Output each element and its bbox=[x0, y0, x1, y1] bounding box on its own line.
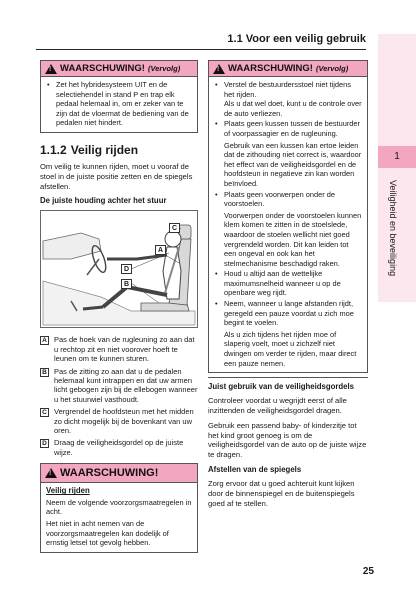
warning-continued: (Vervolg) bbox=[147, 64, 181, 73]
header-title: 1.1 Voor een veilig gebruik bbox=[227, 33, 366, 45]
warning-paragraph: Het niet in acht nemen van de voorzorgsmaatregelen kan dodelijk of ernstig letsel tot gevolg hebben. bbox=[46, 519, 169, 548]
driving-position-heading: De juiste houding achter het stuur bbox=[40, 196, 167, 206]
step-text: Vergrendel de hoofdsteun met het midden zo dicht mogelijk bij de bovenkant van uw oren. bbox=[54, 407, 194, 436]
warning-title: WAARSCHUWING! bbox=[228, 63, 313, 74]
step-item bbox=[40, 367, 198, 405]
warning-header bbox=[209, 61, 367, 77]
callout-c: C bbox=[169, 223, 180, 233]
warning-item-cont: Als u zich tijdens het rijden moe of slaperig voelt, moet u zichzelf niet dwingen om verder te rijden, maar direct een pauze nemen. bbox=[224, 329, 357, 368]
warning-item-text: • Plaats geen voorwerpen onder de voorstoelen. bbox=[224, 189, 335, 209]
warning-box-safe-driving bbox=[40, 463, 198, 553]
steps-list bbox=[40, 335, 198, 457]
chapter-label: Veiligheid en beveiliging bbox=[388, 180, 398, 277]
warning-subtitle: Veilig rijden bbox=[46, 486, 90, 496]
warning-title: WAARSCHUWING! bbox=[60, 63, 145, 74]
header-rule bbox=[36, 49, 366, 50]
left-column bbox=[40, 60, 198, 553]
step-text: Pas de zitting zo aan dat u de pedalen helemaal kunt intrappen en dat uw armen licht gebogen zijn bij de ellebogen wanneer u het stuurwiel vasthoudt. bbox=[54, 366, 198, 404]
page-number: 25 bbox=[362, 566, 374, 577]
warning-body bbox=[41, 77, 197, 132]
step-item bbox=[40, 335, 198, 363]
warning-item-text: • Houd u altijd aan de wettelijke maximumsnelheid wanneer u op de openbare weg rijdt. bbox=[224, 269, 341, 298]
mirrors-paragraph: Zorg ervoor dat u goed achteruit kunt kijken door de binnenspiegel en de buitenspiegels goed af te stellen. bbox=[208, 479, 355, 508]
step-item bbox=[40, 438, 198, 457]
warning-item bbox=[214, 190, 362, 269]
warning-body bbox=[41, 483, 197, 552]
warning-item-text: • Verstel de bestuurdersstoel niet tijdens het rijden. bbox=[224, 80, 351, 99]
warning-continued: (Vervolg) bbox=[315, 64, 349, 73]
step-item bbox=[40, 407, 198, 435]
chapter-tab[interactable]: 1 bbox=[378, 146, 416, 168]
warning-paragraph: Neem de volgende voorzorgsmaatregelen in acht. bbox=[46, 497, 192, 517]
driving-position-illustration bbox=[40, 210, 198, 328]
seatbelt-paragraph: Gebruik een passend baby- of kinderzitje tot het kind groot genoeg is om de veiligheidsgordel van de auto op de juiste wijze te dragen. bbox=[208, 420, 367, 460]
step-label: D bbox=[40, 439, 49, 448]
step-text: Pas de hoek van de rugleuning zo aan dat u rechtop zit en niet voorover hoeft te leunen om te kunnen sturen. bbox=[54, 335, 195, 364]
warning-title: WAARSCHUWING! bbox=[60, 467, 159, 480]
warning-item bbox=[214, 269, 362, 298]
mirrors-heading: Afstellen van de spiegels bbox=[208, 465, 302, 474]
warning-item-text: • Plaats geen kussen tussen de bestuurder of voorpassagier en de rugleuning. bbox=[224, 119, 360, 138]
warning-item-text: • Neem, wanneer u lange afstanden rijdt, geregeld een pauze voordat u zich moe begint te voelen. bbox=[224, 299, 354, 328]
step-label: C bbox=[40, 408, 49, 417]
right-column bbox=[208, 60, 368, 508]
warning-triangle-icon bbox=[213, 64, 225, 74]
intro-text: Om veilig te kunnen rijden, moet u vooraf de stoel in de juiste positie zetten en de spiegels afstellen. bbox=[40, 161, 193, 191]
section-title bbox=[40, 143, 198, 157]
warning-item bbox=[214, 119, 362, 188]
warning-item bbox=[214, 299, 362, 368]
seatbelt-heading: Juist gebruik van de veiligheidsgordels bbox=[208, 382, 355, 392]
warning-body bbox=[209, 77, 367, 372]
warning-item-cont: Voorwerpen onder de voorstoelen kunnen klem komen te zitten in de stoelslede, waardoor de stoelen wellicht niet goed vergrendeld worden. Dit kan leiden tot een ongeval en ook kan het stelmechanisme beschadigd raken. bbox=[224, 210, 362, 268]
warning-header bbox=[41, 464, 197, 483]
warning-item: • Zet het hybridesysteem UIT en de selectiehendel in stand P en trap elk pedaal helemaal in, om er zeker van te zijn dat de vloermat de bediening van de pedalen niet hindert. bbox=[46, 80, 192, 128]
warning-triangle-icon bbox=[45, 64, 57, 74]
step-text: Draag de veiligheidsgordel op de juiste wijze. bbox=[54, 438, 184, 457]
warning-item-cont: Als u dat wel doet, kunt u de controle over de auto verliezen. bbox=[224, 99, 362, 118]
seatbelt-section bbox=[208, 377, 368, 508]
page-header bbox=[36, 32, 366, 50]
callout-a: A bbox=[155, 245, 166, 255]
warning-item-cont: Gebruik van een kussen kan ertoe leiden dat de zithouding niet correct is, waardoor het effect van de veiligheidsgordel en de hoofdsteun in negatieve zin kan worden beïnvloed. bbox=[224, 140, 362, 188]
section-number: 1.1.2 bbox=[40, 142, 67, 157]
callout-b: B bbox=[121, 279, 132, 289]
warning-triangle-icon bbox=[45, 468, 57, 478]
seatbelt-paragraph: Controleer voordat u wegrijdt eerst of alle inzittenden de veiligheidsgordel dragen. bbox=[208, 396, 347, 416]
warning-box-continued-right bbox=[208, 60, 368, 373]
warning-header bbox=[41, 61, 197, 77]
step-label: B bbox=[40, 368, 49, 377]
callout-d: D bbox=[121, 264, 132, 274]
section-name: Veilig rijden bbox=[70, 142, 139, 157]
warning-box-continued-left bbox=[40, 60, 198, 133]
step-label: A bbox=[40, 336, 49, 345]
warning-item bbox=[214, 80, 362, 118]
